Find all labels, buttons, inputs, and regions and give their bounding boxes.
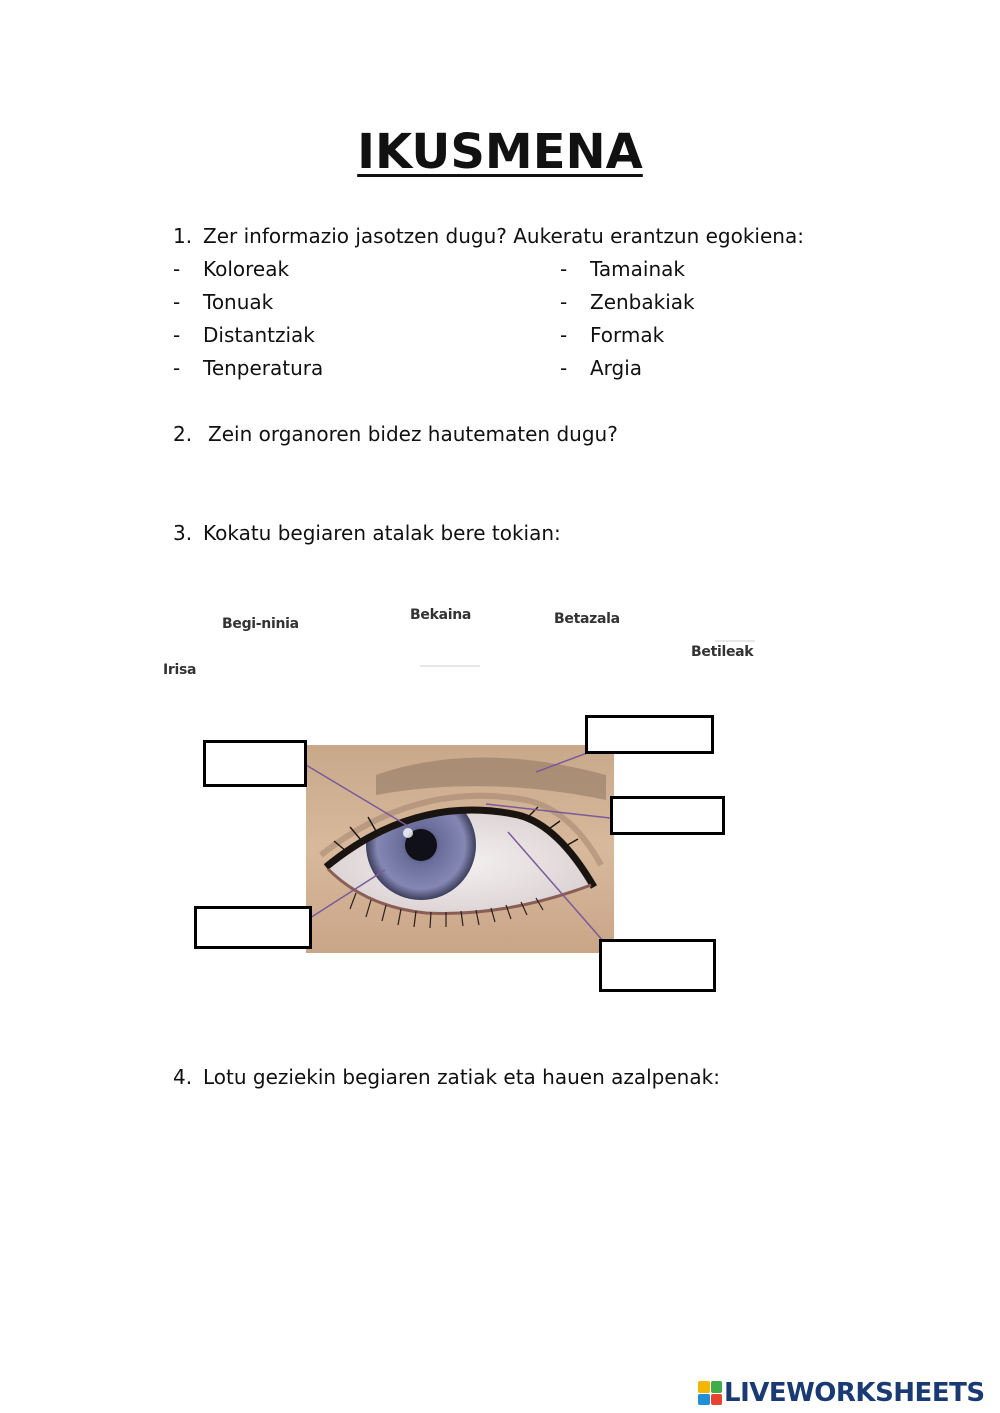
logo-square-red	[711, 1394, 723, 1406]
label-irisa[interactable]: Irisa	[163, 662, 197, 678]
answer-box-1[interactable]	[203, 740, 307, 787]
eye-image	[306, 745, 614, 953]
label-betileak[interactable]: Betileak	[691, 644, 754, 660]
option-zenbakiak[interactable]: - Zenbakiak	[560, 290, 695, 314]
option-argia[interactable]: - Argia	[560, 356, 643, 380]
question-3: 3. Kokatu begiaren atalak bere tokian:	[173, 521, 561, 545]
option-tamainak[interactable]: - Tamainak	[560, 257, 685, 281]
option-tenperatura[interactable]: - Tenperatura	[173, 356, 324, 380]
question-1: 1. Zer informazio jasotzen dugu? Aukeratu erantzun egokiena:	[173, 224, 804, 248]
option-distantziak[interactable]: - Distantziak	[173, 323, 315, 347]
eye-illustration	[306, 745, 614, 953]
answer-box-5[interactable]	[599, 939, 716, 992]
question-4: 4. Lotu geziekin begiaren zatiak eta hauen azalpenak:	[173, 1065, 720, 1089]
logo-icon	[698, 1381, 722, 1405]
logo-square-blue	[698, 1394, 710, 1406]
answer-box-2[interactable]	[194, 906, 312, 949]
option-formak[interactable]: - Formak	[560, 323, 665, 347]
option-koloreak[interactable]: - Koloreak	[173, 257, 290, 281]
logo-square-green	[711, 1381, 723, 1393]
answer-box-3[interactable]	[585, 715, 714, 754]
label-begi-ninia[interactable]: Begi-ninia	[222, 616, 299, 632]
question-2: 2. Zein organoren bidez hautematen dugu?	[173, 422, 618, 446]
logo-text: LIVEWORKSHEETS	[724, 1378, 985, 1408]
label-betazala[interactable]: Betazala	[554, 611, 620, 627]
page-title: IKUSMENA	[357, 124, 643, 180]
liveworksheets-logo	[698, 1378, 985, 1408]
answer-box-4[interactable]	[610, 796, 725, 835]
label-bekaina[interactable]: Bekaina	[410, 607, 472, 623]
option-tonuak[interactable]: - Tonuak	[173, 290, 274, 314]
logo-square-yellow	[698, 1381, 710, 1393]
